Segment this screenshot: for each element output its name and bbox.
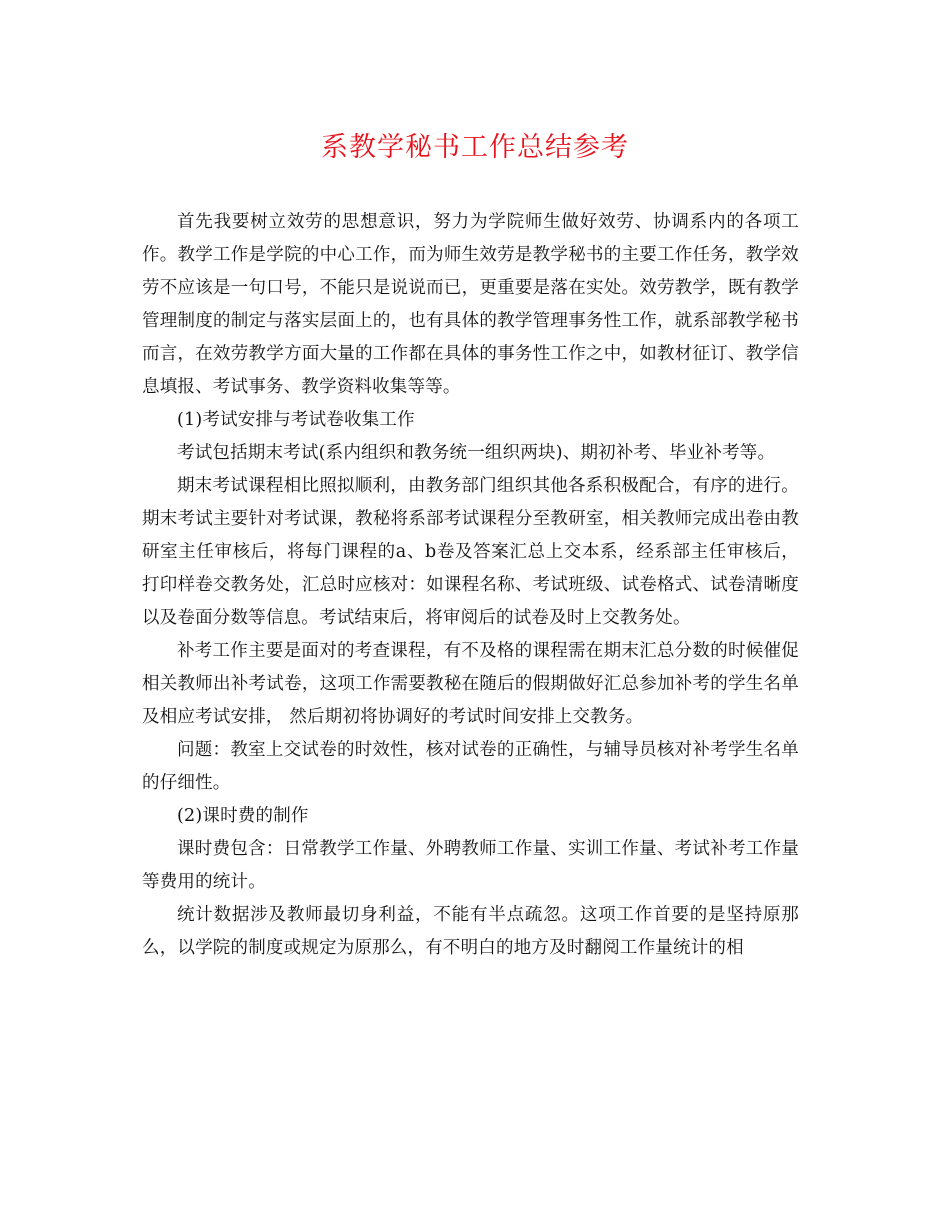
paragraph-exam-types: 考试包括期末考试(系内组织和教务统一组织两块)、期初补考、毕业补考等。 bbox=[177, 443, 776, 463]
paragraph-problems: 问题：教室上交试卷的时效性，核对试卷的正确性，与辅导员核对补考学生名单的仔细性。 bbox=[142, 740, 799, 793]
paragraph-makeup-exam: 补考工作主要是面对的考查课程，有不及格的课程需在期末汇总分数的时候催促相关教师出补考试卷，这项工作需要教秘在随后的假期做好汇总参加补考的学生名单及相应考试安排， 然后期初将协调好的考试时间安排上交教务。 bbox=[142, 641, 799, 727]
document-title: 系教学秘书工作总结参考 bbox=[321, 132, 629, 163]
section-heading-exam: (1)考试安排与考试卷收集工作 bbox=[177, 410, 415, 430]
document-body bbox=[142, 206, 799, 965]
section-heading-fees: (2)课时费的制作 bbox=[177, 806, 309, 826]
paragraph-intro: 首先我要树立效劳的思想意识，努力为学院师生做好效劳、协调系内的各项工作。教学工作是学院的中心工作，而为师生效劳是教学秘书的主要工作任务，教学效劳不应该是一句口号，不能只是说说而已，更重要是落在实处。效劳教学，既有教学管理制度的制定与落实层面上的，也有具体的教学管理事务性工作，就系部教学秘书而言，在效劳教学方面大量的工作都在具体的事务性工作之中，如教材征订、教学信息填报、考试事务、教学资料收集等等。 bbox=[142, 212, 799, 397]
paragraph-fees-principle: 统计数据涉及教师最切身利益，不能有半点疏忽。这项工作首要的是坚持原那么，以学院的制度或规定为原那么，有不明白的地方及时翻阅工作量统计的相 bbox=[142, 905, 799, 958]
paragraph-fees-content: 课时费包含：日常教学工作量、外聘教师工作量、实训工作量、考试补考工作量等费用的统计。 bbox=[142, 839, 799, 892]
paragraph-final-exam: 期末考试课程相比照拟顺利，由教务部门组织其他各系积极配合，有序的进行。期末考试主要针对考试课，教秘将系部考试课程分至教研室，相关教师完成出卷由教研室主任审核后，将每门课程的a、b卷及答案汇总上交本系，经系部主任审核后，打印样卷交教务处，汇总时应核对：如课程名称、考试班级、试卷格式、试卷清晰度以及卷面分数等信息。考试结束后，将审阅后的试卷及时上交教务处。 bbox=[142, 476, 799, 628]
